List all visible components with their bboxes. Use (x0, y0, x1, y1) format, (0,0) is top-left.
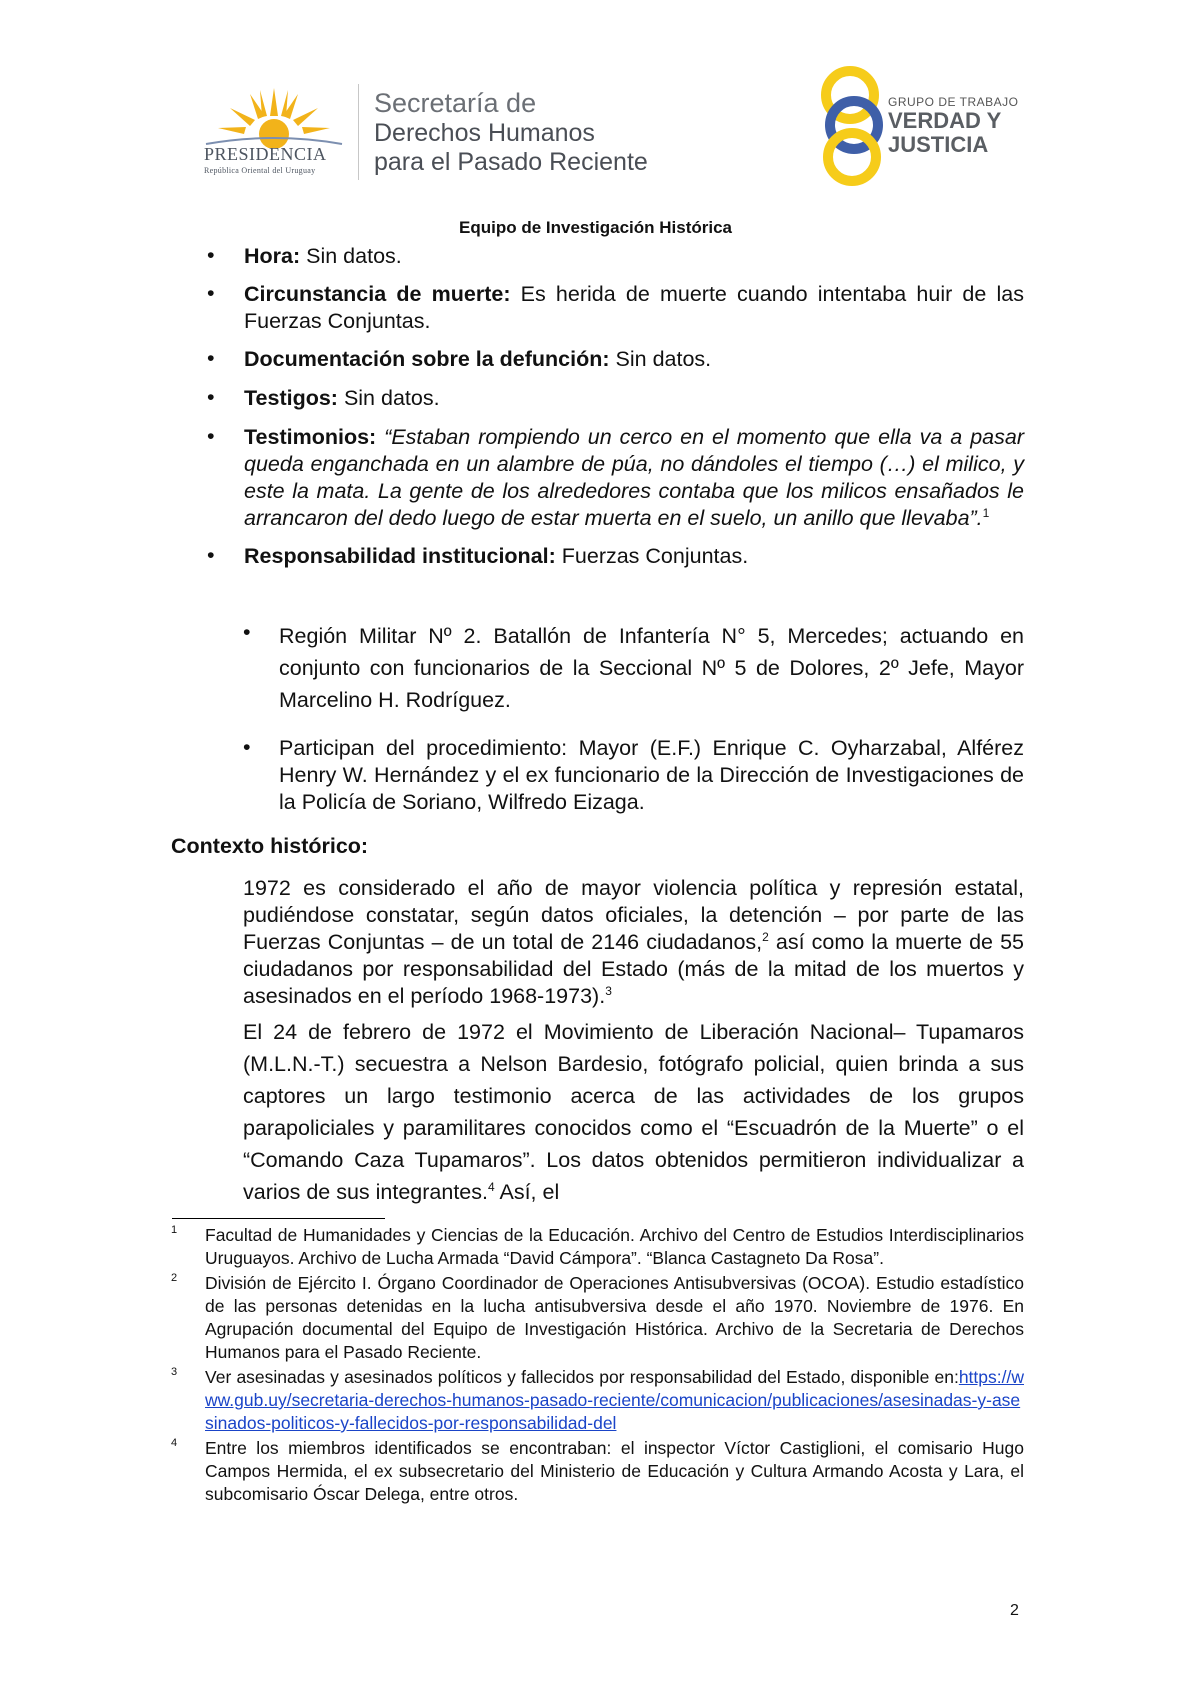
testimonios-label: Testimonios: (244, 425, 377, 449)
footnote-ref-1[interactable]: 1 (982, 505, 990, 520)
footnote-number: 3 (171, 1366, 178, 1378)
footnote-1 (171, 1224, 1024, 1270)
vertical-divider (358, 84, 359, 180)
footnote-ref-3[interactable]: 3 (605, 983, 612, 998)
list-item-hora (207, 243, 1024, 270)
sub-item-participan-text: Participan del procedimiento: Mayor (E.F.) Enrique C. Oyharzabal, Alférez Henry W. Hernández y el ex funcionario de la Dirección de Investigaciones de la Policía de Soriano, Wilfredo Eizaga. (279, 736, 1024, 814)
hora-value: Sin datos. (300, 244, 402, 268)
secretaria-line3: para el Pasado Reciente (374, 148, 648, 176)
list-item-testimonios (207, 424, 1024, 532)
context-paragraph-2: El 24 de febrero de 1972 el Movimiento de Liberación Nacional– Tupamaros (M.L.N.-T.) secuestra a Nelson Bardesio, fotógrafo policial, quien brinda a sus captores un largo testimonio acerca de las actividades de los grupos parapoliciales y paramilitares conocidos como el “Escuadrón de la Muerte” o el “Comando Caza Tupamaros”. Los datos obtenidos permitieron individualizar a varios de sus integrantes.$^4$ Así, el (243, 1020, 1024, 1204)
grupo-line2: VERDAD Y (888, 108, 1002, 133)
bullet: • (207, 385, 215, 409)
bullet: • (243, 620, 251, 644)
sun-icon (196, 86, 352, 148)
circunstancia-label: Circunstancia de muerte: (244, 282, 511, 306)
items-list (207, 243, 1024, 570)
responsabilidad-label: Responsabilidad institucional: (244, 544, 556, 568)
testigos-value: Sin datos. (337, 386, 440, 410)
footnote-separator (172, 1218, 385, 1219)
secretaria-line2: Derechos Humanos (374, 119, 595, 147)
footnote-link[interactable]: https://www.gub.uy/secretaria-derechos-humanos-pasado-reciente/comunicacion/publicaciones/asesinadas-y-asesinados-politicos-y-fallecidos-por-responsabilidad-del (205, 1367, 1024, 1433)
secretaria-title (374, 88, 648, 177)
context-heading: Contexto histórico: (171, 834, 369, 858)
footnotes (171, 1224, 1024, 1506)
footnote-2 (171, 1272, 1024, 1364)
testigos-label: Testigos: (244, 386, 338, 410)
presidencia-logo (196, 86, 352, 176)
list-item-testigos (207, 385, 1024, 412)
footnote-number: 2 (171, 1272, 178, 1284)
list-item-responsabilidad (207, 543, 1024, 570)
page-number: 2 (1010, 1602, 1019, 1619)
grupo-line3: JUSTICIA (888, 132, 989, 157)
footnote-number: 4 (171, 1437, 178, 1449)
bullet: • (207, 346, 215, 370)
secretaria-line1: Secretaría de (374, 88, 537, 118)
documentacion-value: Sin datos. (609, 347, 712, 371)
bullet: • (207, 281, 215, 305)
bullet: • (207, 424, 215, 448)
sub-item-region-text: Región Militar Nº 2. Batallón de Infantería N° 5, Mercedes; actuando en conjunto con funcionarios de la Seccional Nº 5 de Dolores, 2º Jefe, Mayor Marcelino H. Rodríguez. (279, 624, 1024, 712)
sub-item-region (243, 620, 1024, 716)
list-item-documentacion (207, 346, 1024, 373)
sub-item-participan (243, 735, 1024, 816)
responsabilidad-value: Fuerzas Conjuntas. (555, 544, 749, 568)
list-item-circunstancia (207, 281, 1024, 335)
footnote-ref-4[interactable]: 4 (488, 1179, 495, 1194)
bullet: • (207, 243, 215, 267)
grupo-line1: GRUPO DE TRABAJO (888, 95, 1019, 109)
footnote-4 (171, 1437, 1024, 1506)
bullet: • (243, 735, 251, 759)
context-paragraph-1: 1972 es considerado el año de mayor violencia política y represión estatal, pudiéndose constatar, según datos oficiales, la detención – por parte de las Fuerzas Conjuntas – de un total de 2146 ciudadanos,$^2$ así como la muerte de 55 ciudadanos por responsabilidad del Estado (más de la mitad de los muertos y asesinados en el período 1968-1973).$^3$ (243, 876, 1024, 1008)
documentacion-label: Documentación sobre la defunción: (244, 347, 610, 371)
team-title: Equipo de Investigación Histórica (459, 218, 732, 237)
footnote-ref-2[interactable]: 2 (762, 929, 769, 944)
testimonios-quote: “Estaban rompiendo un cerco en el momento que ella va a pasar queda enganchada en un alambre de púa, no dándoles el tiempo (…) el milico, y este la mata. La gente de los alrededores contaba que los milicos ensañados le arrancaron del dedo luego de estar muerta en el suelo, un anillo que llevaba”. (244, 425, 1024, 530)
footnote-text: Facultad de Humanidades y Ciencias de la Educación. Archivo del Centro de Estudios Interdisciplinarios Uruguayos. Archivo de Lucha Armada “David Cámpora”. “Blanca Castagneto Da Rosa”. (205, 1225, 1024, 1268)
bullet: • (207, 543, 215, 567)
presidencia-label: PRESIDENCIA (204, 144, 327, 164)
grupo-trabajo-logo (888, 95, 1018, 157)
sub-items-list (243, 620, 1024, 816)
footnote-text: División de Ejército I. Órgano Coordinador de Operaciones Antisubversivas (OCOA). Estudio estadístico de las personas detenidas en la lucha antisubversiva desde el año 1970. Noviembre de 1976. En Agrupación documental del Equipo de Investigación Histórica. Archivo de la Secretaria de Derechos Humanos para el Pasado Reciente. (205, 1273, 1024, 1362)
footnote-text: Entre los miembros identificados se encontraban: el inspector Víctor Castiglioni, el comisario Hugo Campos Hermida, el ex subsecretario del Ministerio de Educación y Cultura Armando Acosta y Lara, el subcomisario Óscar Delega, entre otros. (205, 1438, 1024, 1504)
presidencia-sub: República Oriental del Uruguay (204, 166, 316, 175)
footnote-number: 1 (171, 1224, 178, 1236)
hora-label: Hora: (244, 244, 301, 268)
circunstancia-value: Es herida de muerte cuando intentaba huir de las Fuerzas Conjuntas. (244, 282, 1024, 333)
footnote-text: Ver asesinadas y asesinados políticos y fallecidos por responsabilidad del Estado, disponible en:https://www.gub.uy/secretaria-derechos-humanos-pasado-reciente/comunicacion/publicaciones/asesinadas-y-asesinados-politicos-y-fallecidos-por-responsabilidad-del (205, 1367, 1024, 1433)
footnote-3 (171, 1366, 1024, 1435)
